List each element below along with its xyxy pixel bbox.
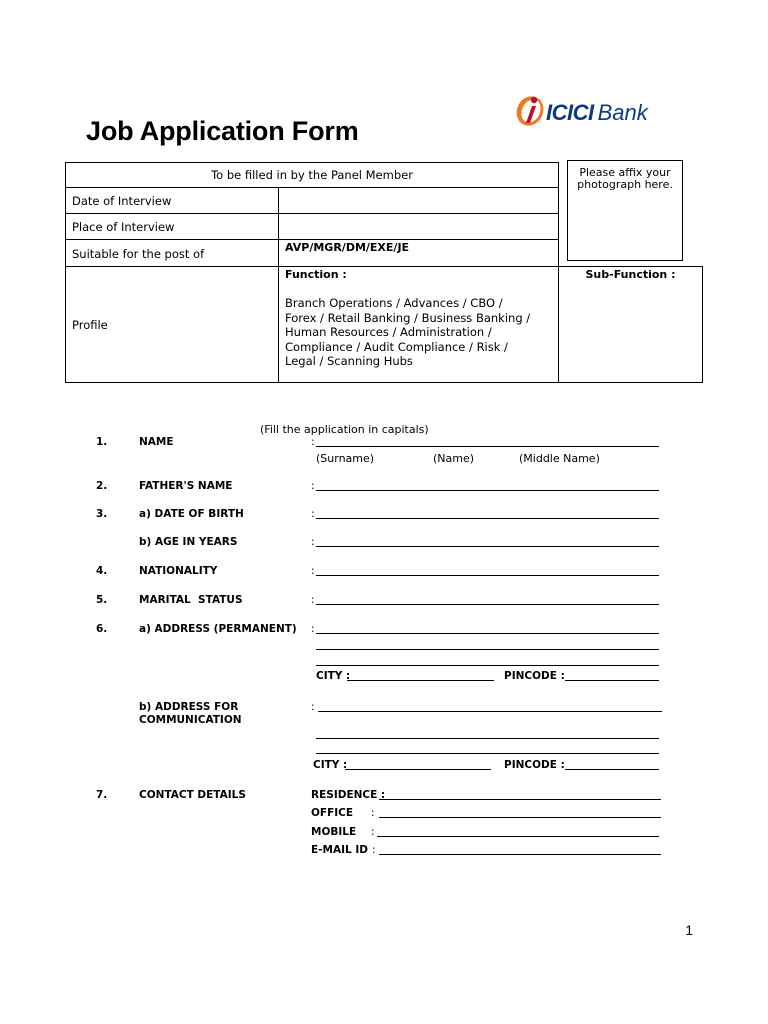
- communication-address-line-2[interactable]: [316, 738, 659, 739]
- nationality-label: NATIONALITY: [139, 565, 218, 577]
- function-heading: Function :: [285, 268, 347, 281]
- form-instruction: (Fill the application in capitals): [260, 423, 429, 436]
- contact-details-label: CONTACT DETAILS: [139, 789, 246, 801]
- colon: :: [311, 594, 315, 606]
- colon: :: [311, 536, 315, 548]
- office-input-line[interactable]: [379, 817, 661, 818]
- photo-box[interactable]: [567, 160, 683, 261]
- colon: :: [311, 701, 315, 713]
- place-of-interview-field[interactable]: [278, 213, 559, 240]
- function-option-line: Branch Operations / Advances / CBO /: [285, 296, 503, 310]
- item-number: 7.: [96, 789, 108, 801]
- communication-address-line-3[interactable]: [316, 753, 659, 754]
- function-option-line: Human Resources / Administration /: [285, 325, 492, 339]
- item-number: 4.: [96, 565, 108, 577]
- panel-label-cell: [65, 239, 279, 267]
- colon: :: [311, 623, 315, 635]
- panel-label-cell: [65, 187, 279, 214]
- communication-city-input-line[interactable]: [345, 769, 491, 770]
- colon: :: [311, 565, 315, 577]
- permanent-address-label: a) ADDRESS (PERMANENT): [139, 623, 297, 635]
- name-label: NAME: [139, 436, 174, 448]
- age-input-line[interactable]: [316, 546, 659, 547]
- suitable-post-value: AVP/MGR/DM/EXE/JE: [285, 241, 410, 254]
- profile-label-cell: [65, 266, 279, 383]
- residence-input-line[interactable]: [379, 799, 661, 800]
- item-number: 1.: [96, 436, 108, 448]
- item-number: 2.: [96, 480, 108, 492]
- permanent-address-line-3[interactable]: [316, 665, 659, 666]
- nationality-input-line[interactable]: [316, 575, 659, 576]
- subfunction-cell[interactable]: [558, 266, 703, 383]
- item-number: 3.: [96, 508, 108, 520]
- profile-label: Profile: [72, 318, 108, 332]
- colon: :: [371, 807, 375, 819]
- icici-bank-logo: [514, 92, 689, 130]
- suitable-post-field[interactable]: [278, 239, 559, 267]
- subfunction-heading: Sub-Function :: [585, 268, 676, 281]
- name-sublabel: (Name): [433, 452, 475, 465]
- date-of-birth-label: a) DATE OF BIRTH: [139, 508, 244, 520]
- mobile-label: MOBILE: [311, 826, 357, 838]
- permanent-pincode-label: PINCODE :: [504, 670, 565, 682]
- logo-bank-text: Bank: [597, 100, 648, 125]
- function-options: [285, 296, 530, 369]
- colon: :: [371, 826, 375, 838]
- suitable-post-label: Suitable for the post of: [72, 247, 205, 261]
- photo-instruction: Please affix your photograph here.: [577, 166, 673, 191]
- age-label: b) AGE IN YEARS: [139, 536, 238, 548]
- place-of-interview-label: Place of Interview: [72, 220, 175, 234]
- page-number: 1: [685, 922, 693, 938]
- function-option-line: Forex / Retail Banking / Business Banking /: [285, 310, 531, 325]
- date-of-birth-input-line[interactable]: [316, 518, 659, 519]
- permanent-pincode-input-line[interactable]: [565, 680, 659, 681]
- date-of-interview-field[interactable]: [278, 187, 559, 214]
- communication-pincode-label: PINCODE :: [504, 759, 565, 771]
- colon: :: [372, 844, 376, 856]
- colon: :: [311, 436, 315, 448]
- colon: :: [311, 480, 315, 492]
- icici-logo-icon: [514, 92, 548, 128]
- panel-heading: To be filled in by the Panel Member: [211, 168, 413, 182]
- middle-name-sublabel: (Middle Name): [519, 452, 600, 465]
- colon: :: [311, 508, 315, 520]
- communication-address-label-2: COMMUNICATION: [139, 714, 242, 726]
- communication-address-label-1: b) ADDRESS FOR: [139, 701, 239, 713]
- email-input-line[interactable]: [379, 854, 661, 855]
- panel-label-cell: [65, 213, 279, 240]
- logo-brand-text: ICICI: [546, 100, 594, 125]
- communication-address-line-1[interactable]: [318, 711, 662, 712]
- office-label: OFFICE: [311, 807, 354, 819]
- panel-heading-cell: [65, 162, 559, 188]
- fathers-name-label: FATHER'S NAME: [139, 480, 233, 492]
- function-option-line: Compliance / Audit Compliance / Risk /: [285, 339, 508, 354]
- permanent-city-label: CITY :: [316, 670, 351, 682]
- communication-city-label: CITY :: [313, 759, 348, 771]
- mobile-input-line[interactable]: [377, 836, 659, 837]
- email-label: E-MAIL ID: [311, 844, 368, 856]
- page-title: Job Application Form: [86, 116, 359, 146]
- marital-status-input-line[interactable]: [316, 604, 659, 605]
- name-input-line[interactable]: [316, 446, 659, 447]
- item-number: 5.: [96, 594, 108, 606]
- marital-status-label: MARITAL STATUS: [139, 594, 243, 606]
- residence-label: RESIDENCE :: [311, 789, 386, 801]
- function-option-line: Legal / Scanning Hubs: [285, 354, 413, 368]
- fathers-name-input-line[interactable]: [316, 490, 659, 491]
- item-number: 6.: [96, 623, 108, 635]
- function-cell[interactable]: [278, 266, 559, 383]
- surname-sublabel: (Surname): [316, 452, 375, 465]
- date-of-interview-label: Date of Interview: [72, 194, 172, 208]
- communication-pincode-input-line[interactable]: [565, 769, 659, 770]
- permanent-address-line-2[interactable]: [316, 649, 659, 650]
- permanent-city-input-line[interactable]: [347, 680, 494, 681]
- permanent-address-line-1[interactable]: [316, 633, 659, 634]
